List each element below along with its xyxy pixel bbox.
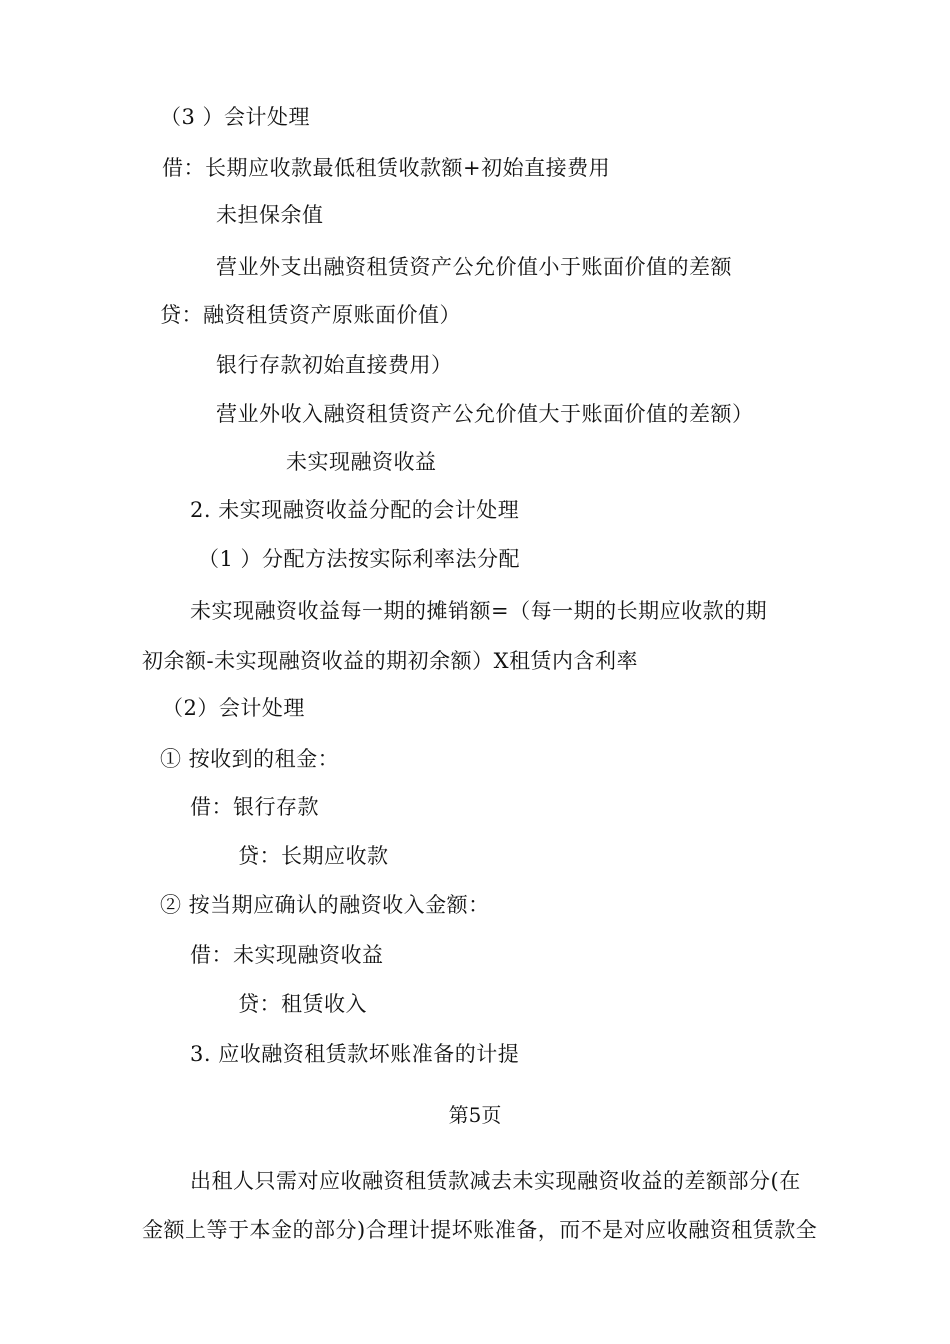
text-line-18: 借：未实现融资收益 bbox=[190, 943, 384, 967]
text-line-15: 借：银行存款 bbox=[190, 795, 319, 819]
text-line-1: （3 ）会计处理 bbox=[160, 105, 311, 129]
text-line-10: （1 ）分配方法按实际利率法分配 bbox=[198, 547, 521, 571]
text-line-16: 贷：长期应收款 bbox=[238, 844, 389, 868]
text-line-8: 未实现融资收益 bbox=[286, 450, 437, 474]
text-line-17: ② 按当期应确认的融资收入金额： bbox=[160, 893, 490, 917]
text-line-19: 贷：租赁收入 bbox=[238, 992, 367, 1016]
text-line-5: 贷：融资租赁资产原账面价值） bbox=[160, 303, 461, 327]
text-line-3: 未担保余值 bbox=[216, 203, 324, 227]
text-line-11: 未实现融资收益每一期的摊销额=（每一期的长期应收款的期 bbox=[190, 599, 768, 623]
text-line-20: 3. 应收融资租赁款坏账准备的计提 bbox=[190, 1042, 520, 1066]
text-line-21: 出租人只需对应收融资租赁款减去未实现融资收益的差额部分(在 bbox=[190, 1169, 801, 1193]
text-line-14: ① 按收到的租金： bbox=[160, 747, 340, 771]
text-line-13: （2）会计处理 bbox=[162, 696, 305, 720]
text-line-12: 初余额-未实现融资收益的期初余额）X租赁内含利率 bbox=[142, 649, 639, 673]
text-line-22: 金额上等于本金的部分)合理计提坏账准备，而不是对应收融资租赁款全 bbox=[142, 1218, 818, 1242]
text-line-6: 银行存款初始直接费用） bbox=[216, 353, 453, 377]
text-line-2: 借：长期应收款最低租赁收款额+初始直接费用 bbox=[162, 156, 611, 180]
text-line-7: 营业外收入融资租赁资产公允价值大于账面价值的差额） bbox=[216, 402, 754, 426]
page-number: 第5页 bbox=[448, 1103, 502, 1127]
text-line-9: 2. 未实现融资收益分配的会计处理 bbox=[190, 498, 520, 522]
text-line-4: 营业外支出融资租赁资产公允价值小于账面价值的差额 bbox=[216, 255, 732, 279]
